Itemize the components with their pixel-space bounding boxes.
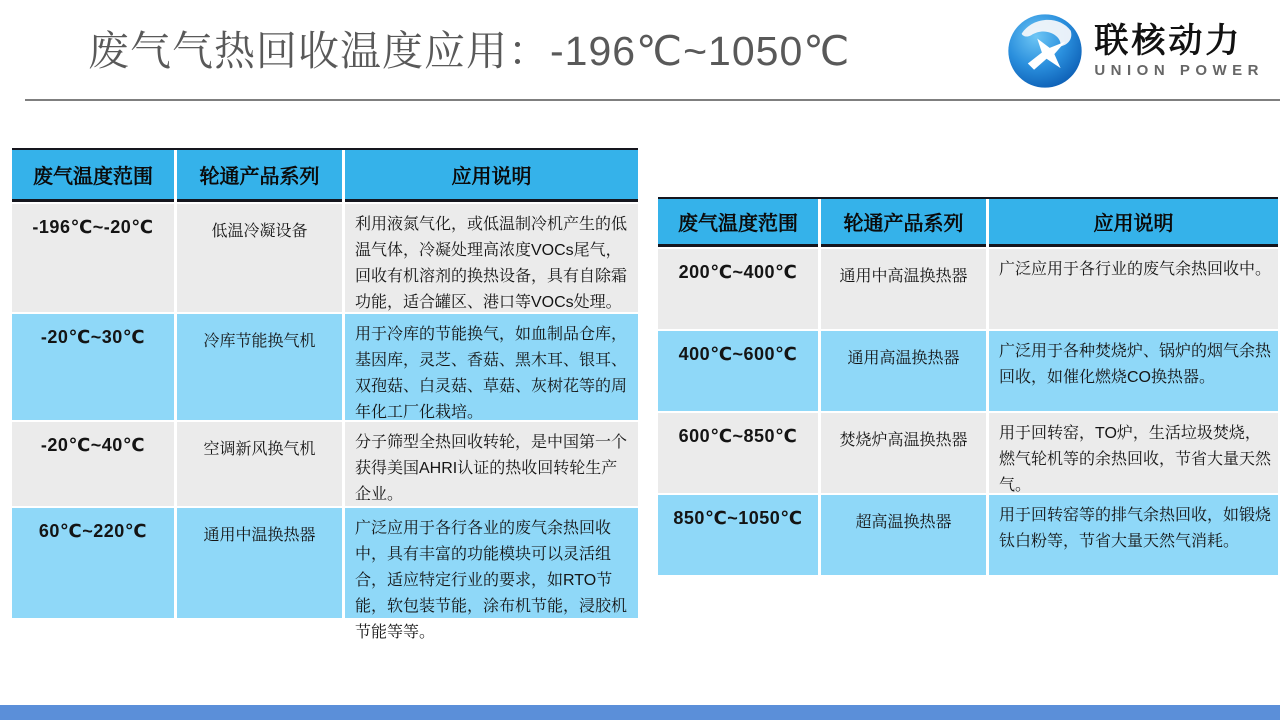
table-row: [12, 508, 638, 641]
table-row: [12, 422, 638, 506]
title-divider: [25, 99, 1280, 101]
table-row: [658, 331, 1278, 411]
logo-name-cn: 联核动力: [1094, 22, 1243, 60]
product-cell: 低温冷凝设备: [177, 204, 342, 312]
low-temperature-table: [12, 148, 638, 641]
description-cell: 用于回转窑，TO炉，生活垃圾焚烧，燃气轮机等的余热回收，节省大量天然气。: [989, 413, 1278, 493]
temp-range-cell: 850℃~1050℃: [658, 495, 818, 575]
temp-range-cell: 60℃~220℃: [12, 508, 174, 618]
description-cell: 广泛应用于各行业的废气余热回收中。: [989, 249, 1278, 329]
product-cell: 通用中温换热器: [177, 508, 342, 618]
temp-range-cell: 600℃~850℃: [658, 413, 818, 493]
logo-text-block: [1094, 21, 1264, 81]
column-header-product-series: 轮通产品系列: [821, 199, 986, 247]
description-cell: 用于冷库的节能换气，如血制品仓库，基因库，灵芝、香菇、黑木耳、银耳、双孢菇、白灵菇、草菇、灰树花等的周年化工厂化栽培。: [345, 314, 638, 420]
product-cell: 超高温换热器: [821, 495, 986, 575]
company-logo: [1006, 12, 1264, 90]
description-cell: 用于回转窑等的排气余热回收，如锻烧钛白粉等，节省大量天然气消耗。: [989, 495, 1278, 575]
temp-range-cell: 200℃~400℃: [658, 249, 818, 329]
product-cell: 空调新风换气机: [177, 422, 342, 506]
table-row: [12, 204, 638, 312]
temp-range-cell: -20℃~30℃: [12, 314, 174, 420]
bottom-accent-bar: [0, 705, 1280, 720]
description-cell: 分子筛型全热回收转轮，是中国第一个获得美国AHRI认证的热收回转轮生产企业。: [345, 422, 638, 506]
table-header-row: [12, 150, 638, 202]
high-temperature-table: [658, 197, 1278, 575]
globe-bird-logo-icon: [1006, 12, 1084, 90]
product-cell: 通用高温换热器: [821, 331, 986, 411]
column-header-temp-range: 废气温度范围: [12, 150, 174, 202]
page-title: 废气气热回收温度应用：-196℃~1050℃: [88, 28, 851, 74]
table-row: [12, 314, 638, 420]
table-row: [658, 495, 1278, 575]
description-cell: 广泛应用于各行各业的废气余热回收中，具有丰富的功能模块可以灵活组合，适应特定行业的要求，如RTO节能，软包装节能，涂布机节能，浸胶机节能等等。: [345, 508, 638, 618]
product-cell: 焚烧炉高温换热器: [821, 413, 986, 493]
logo-name-en: UNION POWER: [1094, 62, 1264, 79]
table-row: [658, 249, 1278, 329]
temp-range-cell: -20℃~40℃: [12, 422, 174, 506]
product-cell: 通用中高温换热器: [821, 249, 986, 329]
description-cell: 利用液氮气化，或低温制冷机产生的低温气体，冷凝处理高浓度VOCs尾气，回收有机溶剂的换热设备，具有自除霜功能，适合罐区、港口等VOCs处理。: [345, 204, 638, 312]
column-header-product-series: 轮通产品系列: [177, 150, 342, 202]
temp-range-cell: -196℃~-20℃: [12, 204, 174, 312]
column-header-application: 应用说明: [989, 199, 1278, 247]
product-cell: 冷库节能换气机: [177, 314, 342, 420]
table-row: [658, 413, 1278, 493]
column-header-application: 应用说明: [345, 150, 638, 202]
description-cell: 广泛用于各种焚烧炉、锅炉的烟气余热回收，如催化燃烧CO换热器。: [989, 331, 1278, 411]
table-header-row: [658, 199, 1278, 247]
temp-range-cell: 400℃~600℃: [658, 331, 818, 411]
column-header-temp-range: 废气温度范围: [658, 199, 818, 247]
